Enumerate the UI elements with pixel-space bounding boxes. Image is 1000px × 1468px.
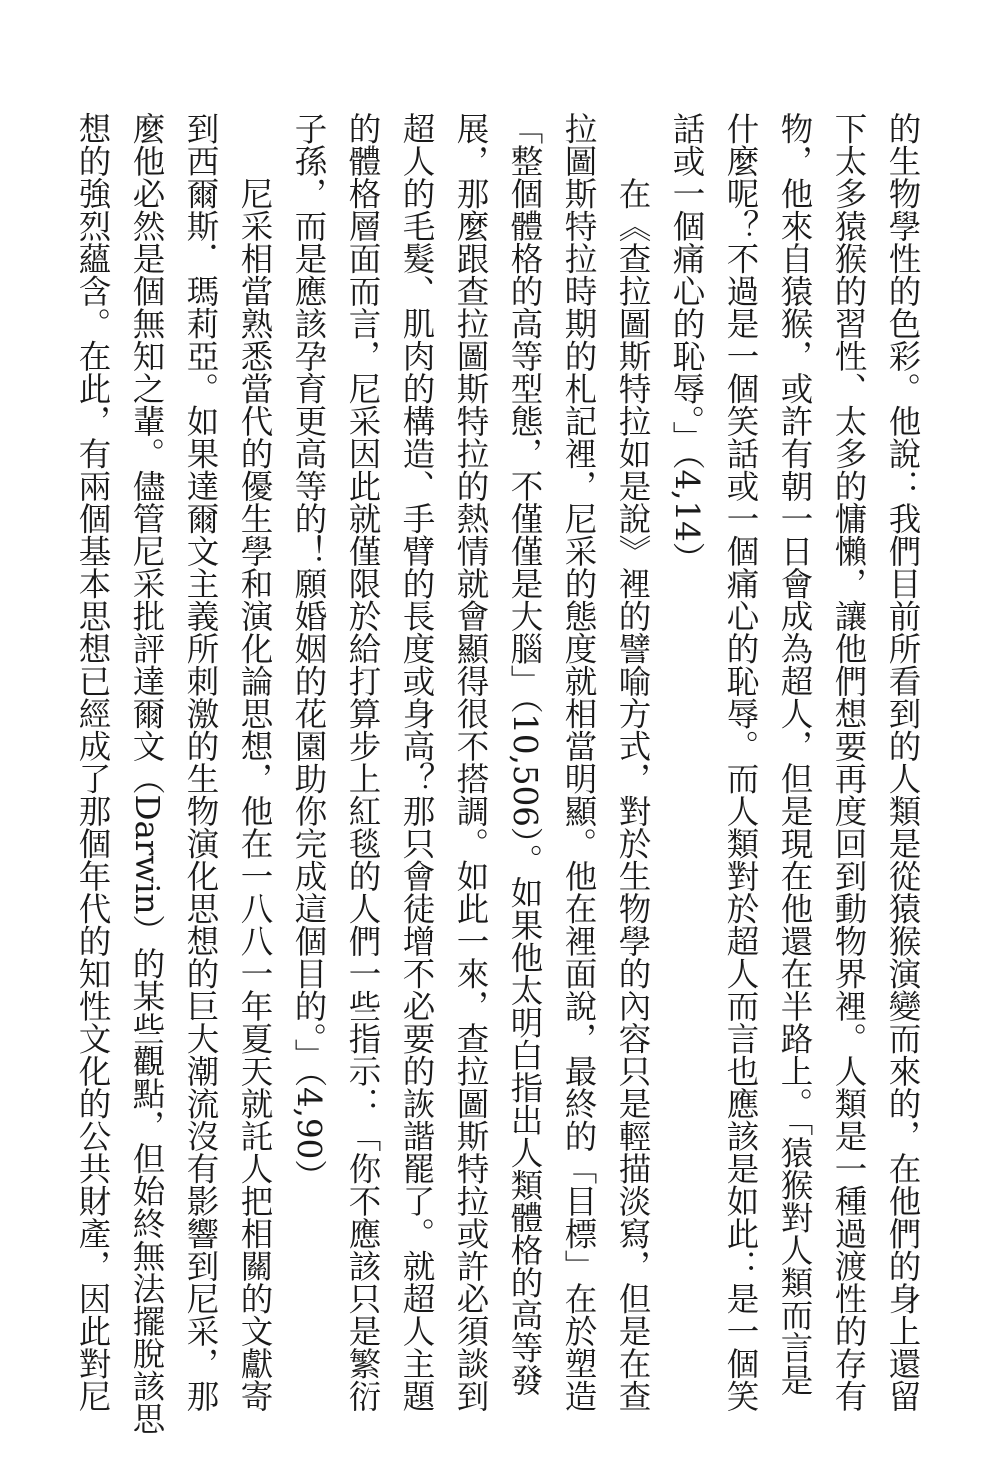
paragraph-start-column: 尼采相當熟悉當代的優生學和演化論思想，他在一八八一年夏天就託人把相關的文獻寄: [236, 177, 274, 1412]
text-column: 麼他必然是個無知之輩。儘管尼采批評達爾文（Darwin）的某些觀點，但始終無法擺脫該思: [128, 112, 166, 1435]
text-column: 到西爾斯．瑪莉亞。如果達爾文主義所刺激的生物演化思想的巨大潮流沒有影響到尼采，那: [182, 112, 220, 1412]
text-column: 子孫，而是應該孕育更高等的！願婚姻的花園助你完成這個目的。」（4,90）: [290, 112, 328, 1192]
text-column: 的生物學性的色彩。他說：我們目前所看到的人類是從猿猴演變而來的，在他們的身上還留: [884, 112, 922, 1412]
text-column: 什麼呢？不過是一個笑話或一個痛心的恥辱。而人類對於超人而言也應該是如此：是一個笑: [722, 112, 760, 1412]
text-column: 想的強烈蘊含。在此，有兩個基本思想已經成了那個年代的知性文化的公共財產，因此對尼: [74, 112, 112, 1412]
text-column: 的體格層面而言，尼采因此就僅限於給打算步上紅毯的人們一些指示：「你不應該只是繁衍: [344, 112, 382, 1412]
text-column: 拉圖斯特拉時期的札記裡，尼采的態度就相當明顯。他在裡面說，最終的「目標」在於塑造: [560, 112, 598, 1412]
text-column: 物，他來自猿猴，或許有朝一日會成為超人，但是現在他還在半路上。「猿猴對人類而言是: [776, 112, 814, 1396]
paragraph-start-column: 在《查拉圖斯特拉如是說》裡的譬喻方式，對於生物學的內容只是輕描淡寫，但是在查: [614, 177, 652, 1412]
vertical-text-body: [66, 112, 930, 1435]
text-column: 話或一個痛心的恥辱。」（4,14）: [668, 112, 706, 575]
text-column: 超人的毛髮、肌肉的構造、手臂的長度或身高？那只會徒增不必要的詼諧罷了。就超人主題: [398, 112, 436, 1412]
text-column: 下太多猿猴的習性、太多的慵懶，讓他們想要再度回到動物界裡。人類是一種過渡性的存有: [830, 112, 868, 1412]
text-column: 展，那麼跟查拉圖斯特拉的熱情就會顯得很不搭調。如此一來，查拉圖斯特拉或許必須談到: [452, 112, 490, 1412]
text-column: 「整個體格的高等型態，不僅僅是大腦」（10,506）。如果他太明白指出人類體格的高等發: [506, 112, 544, 1396]
